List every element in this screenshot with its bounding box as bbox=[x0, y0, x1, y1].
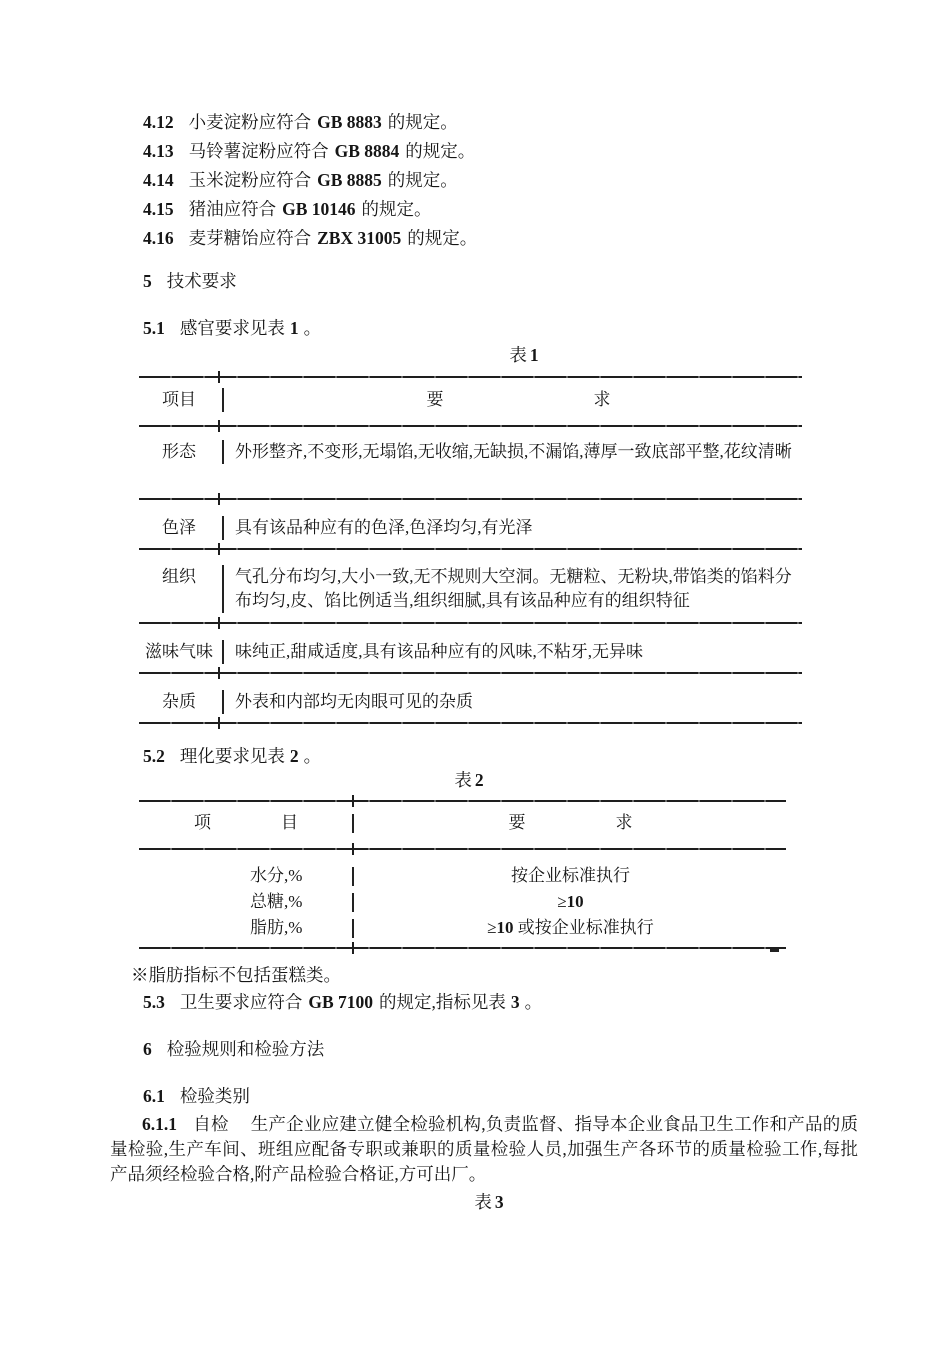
clause-text: 。 bbox=[303, 318, 322, 338]
table-rule bbox=[139, 848, 786, 850]
table1-row-taste bbox=[139, 640, 802, 664]
clause-5-2 bbox=[143, 744, 321, 768]
clause-4-16 bbox=[143, 226, 477, 250]
clause-number: 5.3 bbox=[143, 992, 165, 1012]
requirement-text: ≥ bbox=[487, 918, 497, 937]
row-label: 组织 bbox=[162, 567, 196, 586]
table-rule bbox=[139, 425, 802, 427]
table2-row-sugar bbox=[139, 889, 786, 915]
caption-text: 表 bbox=[454, 770, 472, 790]
column-header-requirement bbox=[222, 388, 802, 412]
standard-code: ZBX 31005 bbox=[317, 228, 402, 248]
column-divider bbox=[352, 919, 354, 938]
clause-text: 的规定。 bbox=[387, 112, 458, 132]
scan-artifact-dash bbox=[770, 949, 779, 952]
row-requirement bbox=[355, 915, 786, 941]
table-rule bbox=[139, 722, 802, 724]
clause-text: 的规定。 bbox=[361, 199, 432, 219]
clause-number: 5.1 bbox=[143, 318, 165, 338]
clause-text: 感官要求见表 bbox=[179, 318, 285, 338]
caption-text: 表 bbox=[509, 345, 527, 365]
column-header-item bbox=[139, 810, 353, 836]
table-rule bbox=[139, 376, 802, 378]
divider-tick bbox=[352, 942, 354, 954]
standard-code: GB 10146 bbox=[282, 199, 356, 219]
divider-tick bbox=[218, 543, 220, 555]
table1-header-row bbox=[139, 388, 802, 412]
divider-tick bbox=[218, 617, 220, 629]
table2-header-row bbox=[139, 810, 786, 836]
clause-text: 马铃薯淀粉应符合 bbox=[188, 141, 329, 161]
table-ref-number: 2 bbox=[289, 746, 299, 766]
standard-code: GB 7100 bbox=[308, 992, 374, 1012]
clause-number: 5.2 bbox=[143, 746, 165, 766]
divider-tick bbox=[218, 420, 220, 432]
row-requirement bbox=[355, 889, 786, 915]
clause-text: 。 bbox=[303, 746, 322, 766]
row-label: 水分,% bbox=[250, 866, 303, 885]
divider-tick bbox=[218, 371, 220, 383]
table-ref-number: 1 bbox=[289, 318, 299, 338]
column-header-item: 项目 bbox=[162, 390, 196, 409]
caption-text: 表 bbox=[474, 1192, 492, 1212]
clause-4-14 bbox=[143, 168, 458, 192]
clause-number: 4.12 bbox=[143, 112, 174, 132]
clause-4-12 bbox=[143, 110, 458, 134]
clause-number: 6.1.1 bbox=[142, 1114, 177, 1134]
table3-caption bbox=[139, 1190, 822, 1214]
table1-row-shape bbox=[139, 440, 802, 464]
clause-number: 4.16 bbox=[143, 228, 174, 248]
table2-row-fat bbox=[139, 915, 786, 941]
row-label: 形态 bbox=[162, 442, 196, 461]
table2-caption bbox=[139, 768, 882, 792]
clause-number: 4.14 bbox=[143, 170, 174, 190]
caption-number: 1 bbox=[529, 345, 539, 365]
table1-row-color bbox=[139, 516, 802, 540]
row-requirement: 外表和内部均无肉眼可见的杂质 bbox=[222, 690, 802, 714]
clause-sublabel: 自检 bbox=[193, 1114, 229, 1134]
table-ref-number: 3 bbox=[510, 992, 520, 1012]
table1-row-impurity bbox=[139, 690, 802, 714]
table1-row-texture bbox=[139, 565, 802, 613]
row-requirement: 味纯正,甜咸适度,具有该品种应有的风味,不粘牙,无异味 bbox=[222, 640, 802, 664]
header-char: 求 bbox=[593, 390, 611, 409]
divider-tick bbox=[218, 493, 220, 505]
standard-code: GB 8883 bbox=[317, 112, 382, 132]
clause-text: 生产企业应建立健全检验机构,负责监督、指导本企业食品卫生工作和产品的质量检验,生产车间、班组应配备专职或兼职的质量检验人员,加强生产各环节的质量检验工作,每批产品须经检验合格,附产品检验合格证,方可出厂。 bbox=[110, 1114, 859, 1184]
requirement-text: ≥ bbox=[557, 892, 567, 911]
table1 bbox=[139, 376, 802, 725]
clause-5-1 bbox=[143, 316, 321, 340]
clause-number: 4.15 bbox=[143, 199, 174, 219]
table-rule bbox=[139, 498, 802, 500]
clause-4-15 bbox=[143, 197, 432, 221]
clause-number: 6.1 bbox=[143, 1086, 165, 1106]
row-requirement: 外形整齐,不变形,无塌馅,无收缩,无缺损,不漏馅,薄厚一致底部平整,花纹清晰 bbox=[222, 440, 802, 464]
requirement-bold: 10 bbox=[566, 892, 584, 911]
clause-text: 的规定。 bbox=[387, 170, 458, 190]
row-label: 杂质 bbox=[162, 692, 196, 711]
clause-text: 猪油应符合 bbox=[188, 199, 277, 219]
clause-text: 玉米淀粉应符合 bbox=[188, 170, 312, 190]
row-requirement bbox=[355, 863, 786, 889]
table-rule bbox=[139, 800, 786, 802]
table-rule bbox=[139, 672, 802, 674]
column-header-requirement bbox=[355, 810, 786, 836]
header-char: 求 bbox=[615, 813, 633, 832]
table-rule bbox=[139, 548, 802, 550]
heading-number: 6 bbox=[143, 1039, 152, 1059]
divider-tick bbox=[352, 795, 354, 807]
table2 bbox=[139, 800, 786, 949]
heading-number: 5 bbox=[143, 271, 152, 291]
clause-text: 的规定。 bbox=[405, 141, 476, 161]
table2-row-moisture bbox=[139, 863, 786, 889]
clause-text: 。 bbox=[524, 992, 543, 1012]
standard-code: GB 8885 bbox=[317, 170, 382, 190]
divider-tick bbox=[352, 843, 354, 855]
table-rule bbox=[139, 947, 786, 949]
row-requirement: 具有该品种应有的色泽,色泽均匀,有光泽 bbox=[222, 516, 802, 540]
table-rule bbox=[139, 622, 802, 624]
caption-number: 3 bbox=[494, 1192, 504, 1212]
header-char: 要 bbox=[508, 813, 526, 832]
clause-6-1 bbox=[143, 1084, 250, 1108]
row-label: 总糖,% bbox=[250, 892, 303, 911]
column-divider bbox=[352, 814, 354, 833]
heading-5 bbox=[143, 269, 237, 293]
clause-text: 麦芽糖饴应符合 bbox=[188, 228, 312, 248]
clause-4-13 bbox=[143, 139, 475, 163]
column-divider bbox=[352, 893, 354, 912]
table1-caption bbox=[139, 343, 857, 367]
clause-text: 检验类别 bbox=[179, 1086, 250, 1106]
clause-number: 4.13 bbox=[143, 141, 174, 161]
clause-text: 卫生要求应符合 bbox=[179, 992, 303, 1012]
heading-text: 检验规则和检验方法 bbox=[166, 1039, 325, 1059]
caption-number: 2 bbox=[474, 770, 484, 790]
header-char: 项 bbox=[194, 813, 211, 832]
clause-text: 理化要求见表 bbox=[179, 746, 285, 766]
clause-6-1-1 bbox=[110, 1112, 858, 1187]
column-divider bbox=[352, 867, 354, 886]
clause-text: 的规定,指标见表 bbox=[379, 992, 506, 1012]
standard-code: GB 8884 bbox=[334, 141, 400, 161]
clause-text: 的规定。 bbox=[407, 228, 478, 248]
heading-text: 技术要求 bbox=[166, 271, 237, 291]
divider-tick bbox=[218, 717, 220, 729]
header-char: 目 bbox=[281, 813, 298, 832]
row-label: 脂肪,% bbox=[250, 918, 303, 937]
clause-5-3 bbox=[143, 990, 542, 1014]
requirement-text: 按企业标准执行 bbox=[511, 866, 630, 885]
row-label: 滋味气味 bbox=[145, 642, 213, 661]
clause-text: 小麦淀粉应符合 bbox=[188, 112, 312, 132]
row-label: 色泽 bbox=[162, 518, 196, 537]
divider-tick bbox=[218, 667, 220, 679]
header-char: 要 bbox=[426, 390, 444, 409]
row-requirement: 气孔分布均匀,大小一致,无不规则大空洞。无糖粒、无粉块,带馅类的馅料分布均匀,皮、馅比例适当,组织细腻,具有该品种应有的组织特征 bbox=[222, 565, 802, 613]
heading-6 bbox=[143, 1037, 324, 1061]
table2-footnote: ※脂肪指标不包括蛋糕类。 bbox=[131, 965, 341, 985]
requirement-bold: 10 bbox=[496, 918, 514, 937]
requirement-text: 或按企业标准执行 bbox=[513, 918, 654, 937]
